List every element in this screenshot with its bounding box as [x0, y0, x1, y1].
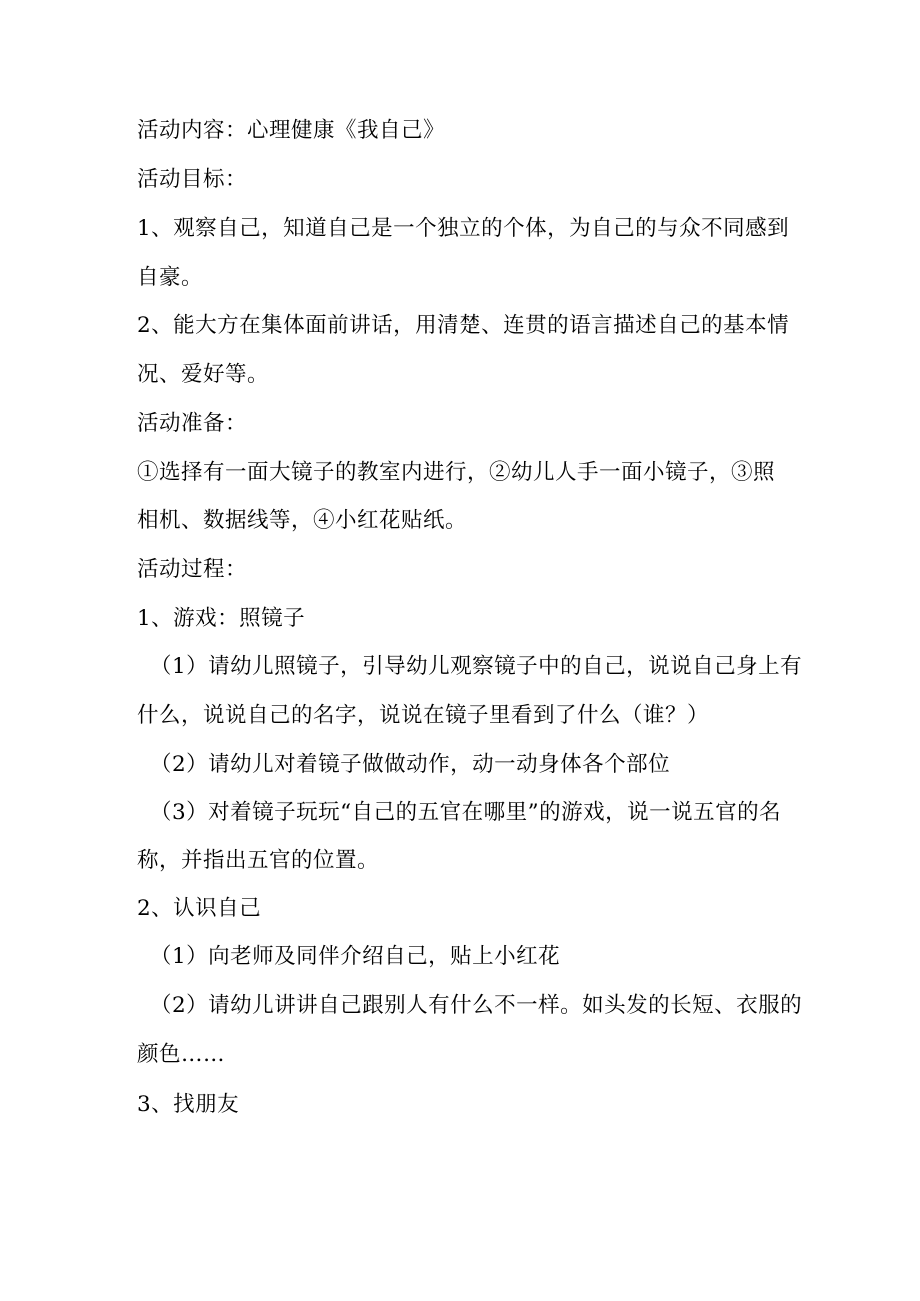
goal-2-line-1: 2、能大方在集体面前讲话，用清楚、连贯的语言描述自己的基本情 — [137, 313, 790, 338]
preparation-line-2: 相机、数据线等，④小红花贴纸。 — [137, 508, 468, 533]
activity-goals-heading: 活动目标： — [137, 167, 248, 192]
step-2-item-2-line-1: （2）请幼儿讲讲自己跟别人有什么不一样。如头发的长短、衣服的 — [150, 993, 803, 1018]
step-1-item-3-line-1: （3）对着镜子玩玩“自己的五官在哪里”的游戏，说一说五官的名 — [150, 800, 782, 825]
step-1-item-1-line-1: （1）请幼儿照镜子，引导幼儿观察镜子中的自己，说说自己身上有 — [150, 654, 803, 679]
step-1-item-3-line-2: 称，并指出五官的位置。 — [137, 848, 380, 873]
activity-process-heading: 活动过程： — [137, 557, 248, 582]
preparation-line-1: ①选择有一面大镜子的教室内进行，②幼儿人手一面小镜子，③照 — [137, 460, 776, 485]
step-2-heading: 2、认识自己 — [137, 896, 262, 921]
activity-content-line: 活动内容：心理健康《我自己》 — [137, 118, 446, 143]
step-1-item-1-line-2: 什么，说说自己的名字，说说在镜子里看到了什么（谁？） — [137, 703, 710, 728]
step-2-item-1: （1）向老师及同伴介绍自己，贴上小红花 — [150, 944, 561, 969]
activity-preparation-heading: 活动准备： — [137, 411, 248, 436]
goal-1-line-1: 1、观察自己，知道自己是一个独立的个体，为自己的与众不同感到 — [137, 216, 790, 241]
step-2-item-2-line-2: 颜色…… — [137, 1042, 226, 1067]
goal-1-line-2: 自豪。 — [137, 265, 204, 290]
step-1-heading: 1、游戏：照镜子 — [137, 606, 306, 631]
step-1-item-2: （2）请幼儿对着镜子做做动作，动一动身体各个部位 — [150, 752, 671, 777]
goal-2-line-2: 况、爱好等。 — [137, 362, 270, 387]
step-3-heading: 3、找朋友 — [137, 1092, 240, 1117]
